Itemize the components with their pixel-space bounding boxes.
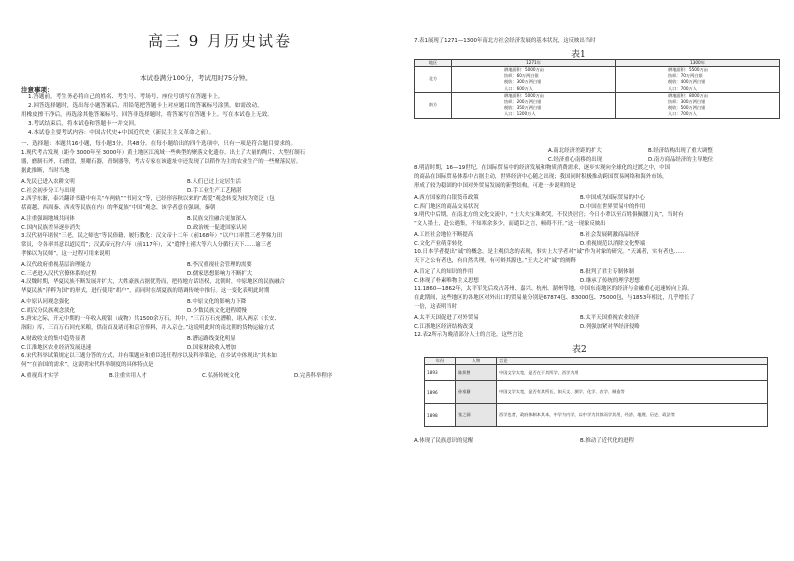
cell-line: 人口：700万人 — [668, 111, 697, 117]
answer-option: A.工匠社会地位不断提高 — [414, 232, 474, 238]
question-text: 洛阳）库，三百万石回充米粮，供南首及诸司和京官俸料，并入京仓。”这说明此时的南北朝的货物运输方式 — [21, 325, 275, 331]
cell-line: 耕地面积：5500万亩 — [668, 67, 708, 72]
question-text: 2.西学东渐，泰兴翻译书籍中有关“车两轨”“书同文”等，已经形容秋以来的“离爱”观念转变为较为宽泛（包 — [21, 196, 275, 202]
answer-option: D.政治统一促进国家认同 — [187, 225, 247, 231]
answer-option: A.重视真才实学 — [21, 373, 59, 379]
cell-line: 耕地面积：5000万亩 — [504, 67, 544, 72]
answer-option: A.财政收支的集中趋势显著 — [21, 336, 86, 342]
answer-option: C.经济重心南移的出现 — [548, 157, 602, 163]
table-cell — [452, 67, 616, 93]
question-text: 4.汉魏时期，华夏民族不断发展并扩大，大姓豪族占据优势而，把持地方话语权，北朝时，中原地区的民族融合 — [21, 279, 285, 285]
cell-line: 纺织：70万两白银 — [668, 73, 703, 79]
answer-option: B.经济结构出现了重大调整 — [648, 148, 713, 154]
table-header-cell: 1300年 — [616, 60, 780, 67]
cell-line: 税收：500万两白银 — [668, 105, 706, 111]
cell-line: 人口：1200万人 — [504, 111, 536, 117]
question-text: 12.表2所示为晚清部分人士的言论，这些言论 — [414, 332, 524, 338]
question-text: 的商品在国际贸易体系中占据主动，世界经济中心随之出现；我国同时积极推动跨国贸易网络和海外市场， — [414, 174, 668, 180]
answer-option: B.批判了君主专制体制 — [580, 269, 634, 275]
answer-option: A.先民已进入农耕文明 — [21, 179, 75, 185]
answer-option: C.西门地区的商品交易状况 — [414, 204, 479, 210]
table-header-cell: 年份 — [425, 358, 456, 365]
table-row — [425, 381, 768, 404]
table-row — [425, 365, 768, 381]
question-text: 何”“在治国的需求”。这说明宋代科举制度的具体特点是 — [21, 362, 154, 368]
table-row — [415, 92, 780, 118]
note-line: 3.考试结束后，将本试卷和答题卡一并交回。 — [28, 121, 140, 127]
answer-option: B.推动了近代化的进程 — [580, 438, 634, 444]
answer-option: A.西方国家的白银货币政策 — [414, 195, 479, 201]
notes-heading: 注意事项： — [21, 86, 54, 94]
answer-option: B.中原文化的影响力下降 — [187, 299, 247, 305]
table-header-row — [415, 60, 780, 67]
table-cell — [616, 92, 780, 118]
answer-option: C.胡汉分民族观念淡化 — [21, 308, 75, 314]
answer-option: C.三老进入汉代官僚体系的过程 — [21, 271, 97, 277]
answer-option: B.民族交往融合更加深入 — [187, 216, 247, 222]
cell-line: 税收：350万两白银 — [504, 105, 542, 111]
answer-option: D.中国在世界贸易中的作用 — [580, 204, 646, 210]
answer-option: C.社会初步分工与出现 — [21, 188, 75, 194]
cell-line: 纺织：60万两白银 — [504, 73, 539, 79]
note-line: 2.回答选择题时，选出每小题答案后，用铅笔把答题卡上对应题目的答案标号涂黑。如需改动， — [28, 103, 263, 109]
note-line: 4.本试卷主要考试内容：中国古代史+中国近代史（新民主主义革命之前）。 — [28, 130, 215, 136]
table-header-row — [425, 358, 768, 365]
table-header-cell: 1271年 — [452, 60, 616, 67]
question-text: 天下之公有者也，有自然共理，有可辩其源也。”王夫之对“诚”的阐释 — [414, 258, 577, 264]
answer-option: B.注重实用人才 — [109, 373, 147, 379]
table-cell: 孙家鼐 — [456, 381, 497, 404]
table-cell: 北方 — [415, 67, 452, 93]
answer-option: C.文化产业萌芽转化 — [414, 241, 463, 247]
cell-line: 耕地面积：8000万亩 — [668, 92, 708, 98]
answer-option: B.李汉重视社会管理的需要 — [187, 262, 252, 268]
cell-line: 税收：300万两白银 — [504, 79, 542, 85]
answer-option: C.江淮地区农业经济发展迅速 — [21, 345, 92, 351]
question-text: 10.日本学者提出“诚”的概念，是主观信念的表现，事实上大学者对“诚”作为对象的研究。“天诚者，实有者也…… — [414, 249, 685, 255]
cell-line: 人口：600万人 — [504, 85, 533, 91]
table-cell: 陈炽曾 — [456, 365, 497, 381]
note-line: 1.答题前，考生务必将自己的姓名、考生号、考场号、座位号填写在答题卡上。 — [28, 94, 224, 100]
exam-subtitle: 本试卷满分100分，考试用时75分钟。 — [140, 74, 252, 82]
exam-title: 高三 9 月历史试卷 — [147, 32, 293, 50]
data-table-2 — [424, 357, 768, 427]
answer-option: C.体现了朴素唯物主义思想 — [414, 278, 479, 284]
cell-line: 税收：400万两白银 — [668, 79, 706, 85]
data-table-1 — [414, 59, 780, 119]
question-text: 3.汉代初年诸侯“三老，民之师也”等民俗籍，履行教化：汉文帝十二年（前168年）“以户口率置三老孝悌力田 — [21, 233, 282, 239]
table-cell: 南方 — [415, 92, 452, 118]
answer-option: A.汉代政府重视基层治理能力 — [21, 262, 91, 268]
cell-line: 纺织：300万两白银 — [668, 99, 706, 105]
table-cell: 1893 — [425, 365, 456, 381]
question-text: 9.明代中后期，在南北方的文化交流中，“士大夫宝珠欢哭，不仅贵居官；今日小辈以至百姓俱佩腰刀丸”，当时有 — [414, 212, 684, 218]
answer-option: D.少数民族文化进程缓慢 — [187, 308, 247, 314]
question-text: 7.表1展现了1271—1300年南北方社会经济发展的基本状况，这反映出当时 — [414, 38, 596, 44]
table-cell: 西学也者，政府体制本其本，中学为内学，以中学为其体而学其用，经济、地理、历史、政法等 — [497, 404, 768, 427]
answer-option: A.肯定了人的知识的作用 — [414, 269, 474, 275]
table-cell: 张之洞 — [456, 404, 497, 427]
answer-option: A.注重强调地域共同体 — [21, 216, 75, 222]
table-cell: 中国文学太宽，是否在于其所学，西学为用 — [497, 365, 768, 381]
answer-option: D.重视规范以消除文化弊端 — [580, 241, 646, 247]
table-cell — [452, 92, 616, 118]
question-text: “文人墨士，赴公遇集，不知寒余多少，而谴臣之言，顿碍不开。”这一现象反映出 — [414, 221, 606, 227]
table-header-cell: 人物 — [456, 358, 497, 365]
table-cell: 1896 — [425, 381, 456, 404]
table-header-cell: 地区 — [415, 60, 452, 67]
question-text: 一倍，这表明当时 — [414, 304, 458, 310]
answer-option: D.手工业生产工艺精湛 — [187, 188, 242, 194]
table-header-cell: 言论 — [497, 358, 768, 365]
answer-option: D.国家财政收入增加 — [187, 345, 236, 351]
question-text: 形成了较为稳固的中国对外贸易发展的新型结构。可进一步说明的是 — [414, 183, 576, 189]
table-caption: 表2 — [572, 345, 587, 355]
answer-option: B.社会发展刺激商品经济 — [580, 232, 640, 238]
cell-line: 人口：700万人 — [668, 85, 697, 91]
answer-option: C.国内民族差异逐步消失 — [21, 225, 81, 231]
table-caption: 表1 — [571, 50, 586, 60]
answer-option: C.江浙地区经济结构改变 — [414, 324, 474, 330]
table-row — [415, 67, 780, 93]
question-text: 括商越、西周秦、西戎等民族在内）的华夏族“中国”观念。该学者意在强调，秦朝 — [21, 205, 216, 211]
answer-option: A.南北经济差距的扩大 — [548, 148, 602, 154]
answer-option: B.人们已过上定居生活 — [187, 179, 241, 185]
table-row — [425, 404, 768, 427]
question-text: 在此期间，这些地区的各地区对外出口的贸易量分别是67874包、83000包、75000包，与1853年相比，几乎增长了 — [414, 295, 695, 301]
table-cell: 1898 — [425, 404, 456, 427]
question-text: 8.明清时期，16—19世纪，在国际贸易中的经济发展和物质消费需求，逐步实现向全球化的过渡之中，中国 — [414, 165, 671, 171]
answer-option: D.列强加紧对华经济侵略 — [580, 324, 640, 330]
question-text: 6.宋代科举试策规定以三题分答的方式，并有策题应和重臣选任程序以及科举策论，在乡试中体现出“其本如 — [21, 353, 277, 359]
answer-option: A.太平天国促进了对外贸易 — [414, 315, 479, 321]
answer-option: D.完善科举程序 — [294, 373, 333, 379]
note-line: 用橡皮擦干净后，再选涂其他答案标号。回答非选择题时，将答案写在答题卡上。写在本试卷上无效。 — [21, 112, 273, 118]
question-text: 1.现代考古发现（距今 3000年至 3000年）黄土地区江流域一些典型的聚落文化遗存，出土了大量的陶片、大型打制石 — [21, 150, 305, 156]
answer-option: D.继承了传统的理学思想 — [580, 278, 640, 284]
answer-option: B.漕运路线变化明显 — [187, 336, 236, 342]
question-text: 器，磨制石斧，石磨盘，黑曜石器，青铜器等，考古专家在该遗址中还发现了以稻作为主的农业生产的一些聚落民居。 — [21, 159, 302, 165]
answer-option: D.南方商品经济的主导地位 — [648, 157, 714, 163]
answer-option: A.体现了民族意识的觉醒 — [414, 438, 474, 444]
answer-option: B.太平天国重视农业经济 — [580, 315, 640, 321]
table-cell — [616, 67, 780, 93]
question-text: 5.唐宋之际，开元中期的一年收入税银（或物）共1500余万石，其中，“三百万石充漕粮，诸入两京（长安、 — [21, 316, 280, 322]
question-text: 华夏民族“洋粹为国”的形式，进行使用“胡户”，而同时在胡夏族的谐调传统中推行。这一变化表明此时期 — [21, 288, 270, 294]
table-cell: 中国文学太宽，是否有其所长，如天文、测学、化学、农学、制造等 — [497, 381, 768, 404]
answer-option: D.儒家思想影响力不断扩大 — [187, 271, 253, 277]
cell-line: 纺织：200万两白银 — [504, 99, 542, 105]
question-text: 常员，令各率其意以道民焉”；汉武帝元狩六年（前117年），又“遣博士褚大等六人分循行天下……谕三老 — [21, 242, 272, 248]
section-heading: 一、选择题：本题共16小题，每小题3分，共48分。在每小题给出的四个选项中，只有一项是符合题目要求的。 — [21, 141, 297, 147]
answer-option: C.弘扬传统文化 — [202, 373, 240, 379]
answer-option: B.中国成为国际贸易的中心 — [580, 195, 645, 201]
question-text: 据此推断，当时当地 — [21, 168, 70, 174]
question-text: 11.1860—1862年，太平军先后攻占苏州、嘉兴、杭州、湖州等地，中国东南地区的经济与金融重心迅速转向上海。 — [414, 286, 693, 292]
cell-line: 耕地面积：5000万亩 — [504, 92, 544, 98]
question-text: 孝悌以为民师”。这一过程可用来说明 — [21, 251, 111, 257]
answer-option: A.中原认同观念强化 — [21, 299, 70, 305]
